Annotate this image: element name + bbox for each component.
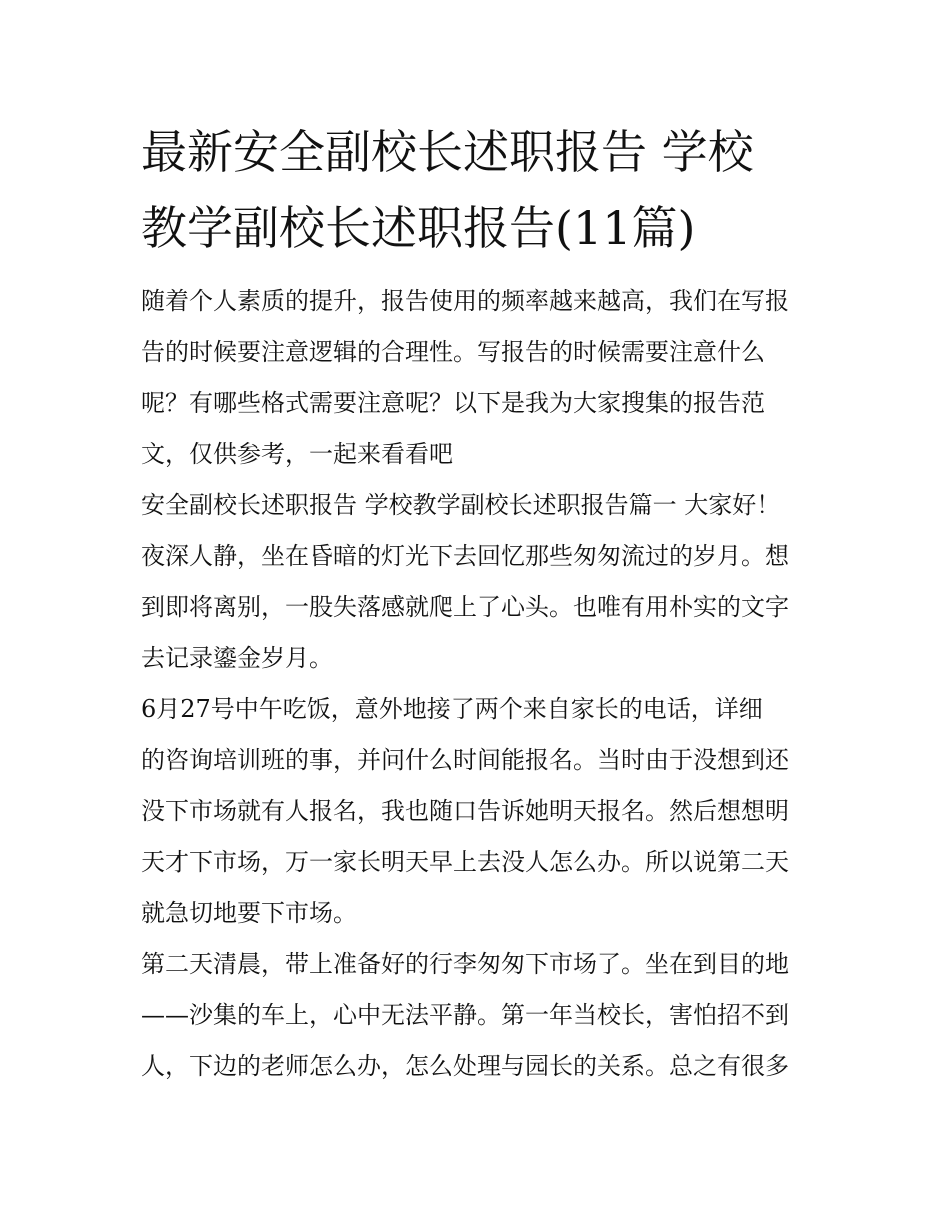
body-line: 文，仅供参考，一起来看看吧 — [141, 440, 453, 468]
title-line-1: 最新安全副校长述职报告 学校 — [141, 125, 754, 179]
body-line: 呢？有哪些格式需要注意呢？以下是我为大家搜集的报告范 — [141, 389, 765, 417]
document-title — [141, 114, 821, 266]
body-line: 告的时候要注意逻辑的合理性。写报告的时候需要注意什么 — [141, 338, 765, 366]
body-line: 6月27号中午吃饭，意外地接了两个来自家长的电话，详细 — [141, 695, 763, 723]
body-line: 到即将离别，一股失落感就爬上了心头。也唯有用朴实的文字 — [141, 593, 789, 621]
body-line: 人，下边的老师怎么办，怎么处理与园长的关系。总之有很多 — [141, 1052, 789, 1080]
body-line: 天才下市场，万一家长明天早上去没人怎么办。所以说第二天 — [141, 848, 789, 876]
body-line: 的咨询培训班的事，并问什么时间能报名。当时由于没想到还 — [141, 746, 789, 774]
body-line: 第二天清晨，带上准备好的行李匆匆下市场了。坐在到目的地 — [141, 950, 789, 978]
body-line: 安全副校长述职报告 学校教学副校长述职报告篇一 大家好！ — [141, 491, 781, 519]
body-line: 随着个人素质的提升，报告使用的频率越来越高，我们在写报 — [141, 287, 789, 315]
body-line: 夜深人静，坐在昏暗的灯光下去回忆那些匆匆流过的岁月。想 — [141, 542, 789, 570]
body-line: 没下市场就有人报名，我也随口告诉她明天报名。然后想想明 — [141, 797, 789, 825]
body-line: ——沙集的车上，心中无法平静。第一年当校长，害怕招不到 — [141, 1001, 789, 1029]
title-line-2: 教学副校长述职报告(11篇) — [141, 201, 696, 255]
body-line: 去记录鎏金岁月。 — [141, 644, 333, 672]
document-body — [141, 276, 821, 1092]
body-line: 就急切地要下市场。 — [141, 899, 357, 927]
